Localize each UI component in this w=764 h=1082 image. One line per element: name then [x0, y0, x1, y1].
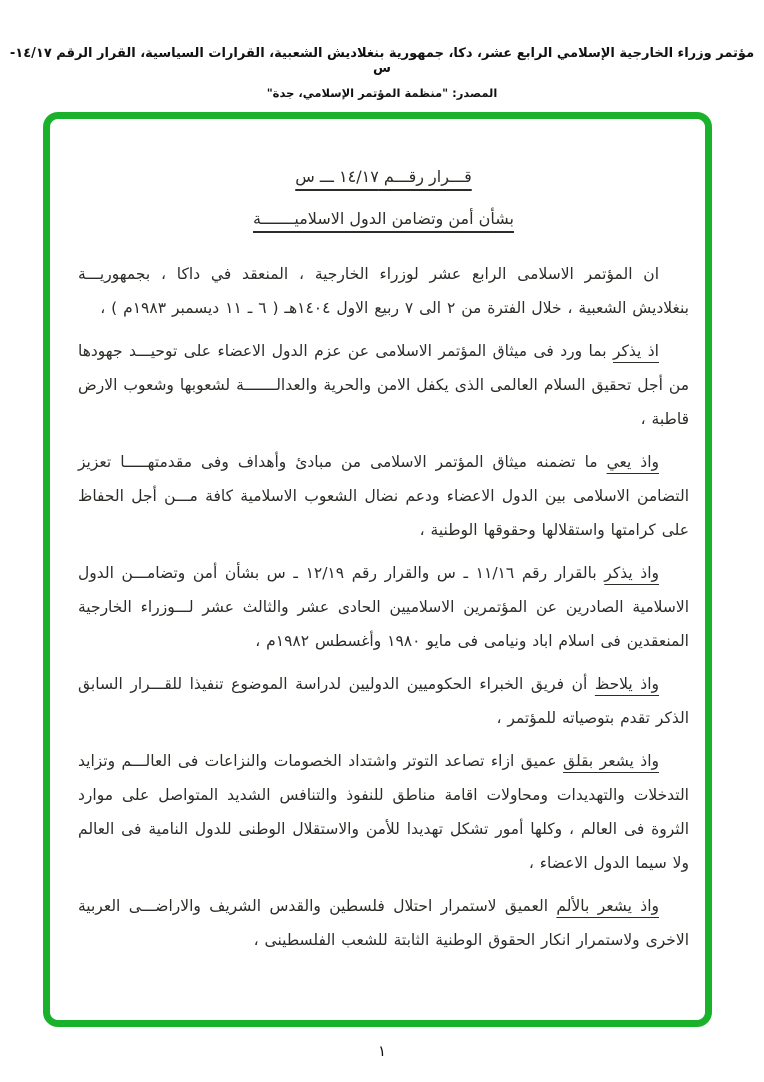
- paragraph-lead: واذ يشعر بقلق: [563, 752, 659, 770]
- document-frame: [43, 112, 712, 1027]
- resolution-body: [78, 257, 689, 957]
- paragraph: [78, 334, 689, 436]
- resolution-title: [78, 157, 689, 239]
- paragraph-text: أن فريق الخبراء الحكوميين الدوليين لدراسة الموضوع تنفيذا للقـــرار السابق الذكر تقدم بتوصياته للمؤتمر ،: [78, 675, 689, 727]
- paragraph-text: بما ورد فى ميثاق المؤتمر الاسلامى عن عزم الدول الاعضاء على توحيـــد جهودها من أجل تحقيق السلام العالمى الذى يكفل الامن والحرية والعدالـــــــة لشعوبها وشعوب الارض قاطبة ،: [78, 342, 689, 428]
- paragraph: [78, 889, 689, 957]
- page-header: [0, 46, 764, 100]
- resolution-number-line: قـــرار رقـــم ١٤/١٧ ـــ س: [295, 167, 472, 186]
- paragraph: [78, 445, 689, 547]
- paragraph-lead: واذ يعي: [606, 453, 659, 471]
- paragraph-lead: واذ يذكر: [604, 564, 659, 582]
- paragraph: [78, 257, 689, 325]
- paragraph-text: بالقرار رقم ١١/١٦ ـ س والقرار رقم ١٢/١٩ ـ س بشأن أمن وتضامـــن الدول الاسلامية الصادرين عن المؤتمرين الاسلاميين الحادى عشر والثالث عشر لـــوزراء الخارجية المنعقدين فى اسلام اباد ونيامى فى مايو ١٩٨٠ وأغسطس ١٩٨٢م ،: [78, 564, 689, 650]
- paragraph: [78, 744, 689, 880]
- header-citation: مؤتمر وزراء الخارجية الإسلامي الرابع عشر، دكا، جمهورية بنغلاديش الشعبية، القرارات السياسية، القرار الرقم ١٤/١٧- س: [9, 46, 755, 76]
- resolution-subject-line: بشأن أمن وتضامن الدول الاسلاميـــــــة: [253, 209, 514, 228]
- paragraph-text: العميق لاستمرار احتلال فلسطين والقدس الشريف والاراضـــى العربية الاخرى ولاستمرار انكار الحقوق الوطنية الثابتة للشعب الفلسطينى ،: [78, 897, 689, 949]
- paragraph-lead: اذ يذكر: [612, 342, 659, 360]
- paragraph-lead: واذ يشعر بالألم: [556, 897, 659, 915]
- page-number: ١: [377, 1042, 387, 1060]
- header-source: المصدر: "منظمة المؤتمر الإسلامي، جدة": [266, 86, 498, 100]
- paragraph-text: ما تضمنه ميثاق المؤتمر الاسلامى من مبادئ وأهداف وفى مقدمتهـــــا تعزيز التضامن الاسلامى بين الدول الاعضاء ودعم نضال الشعوب الاسلامية كافة مـــن أجل الحفاظ على كرامتها واستقلالها وحقوقها الوطنية ،: [78, 453, 689, 539]
- paragraph: [78, 556, 689, 658]
- paragraph-lead: واذ يلاحظ: [594, 675, 659, 693]
- document-content: [50, 119, 705, 1020]
- paragraph-text: عميق ازاء تصاعد التوتر واشتداد الخصومات والنزاعات فى العالـــم وتزايد التدخلات والتهديدات ومحاولات اقامة مناطق للنفوذ والتنافس الشديد المتواصل على موارد الثروة فى العالم ، وكلها أمور تشكل تهديدا للأمن والاستقلال الوطنى للدول النامية فى العالم ولا سيما الدول الاعضاء ،: [78, 752, 689, 872]
- paragraph: [78, 667, 689, 735]
- paragraph-text: ان المؤتمر الاسلامى الرابع عشر لوزراء الخارجية ، المنعقد في داكا ، بجمهوريـــة بنغلاديش الشعبية ، خلال الفترة من ٢ الى ٧ ربيع الاول ١٤٠٤هـ ( ٦ ـ ١١ ديسمبر ١٩٨٣م ) ،: [78, 265, 689, 317]
